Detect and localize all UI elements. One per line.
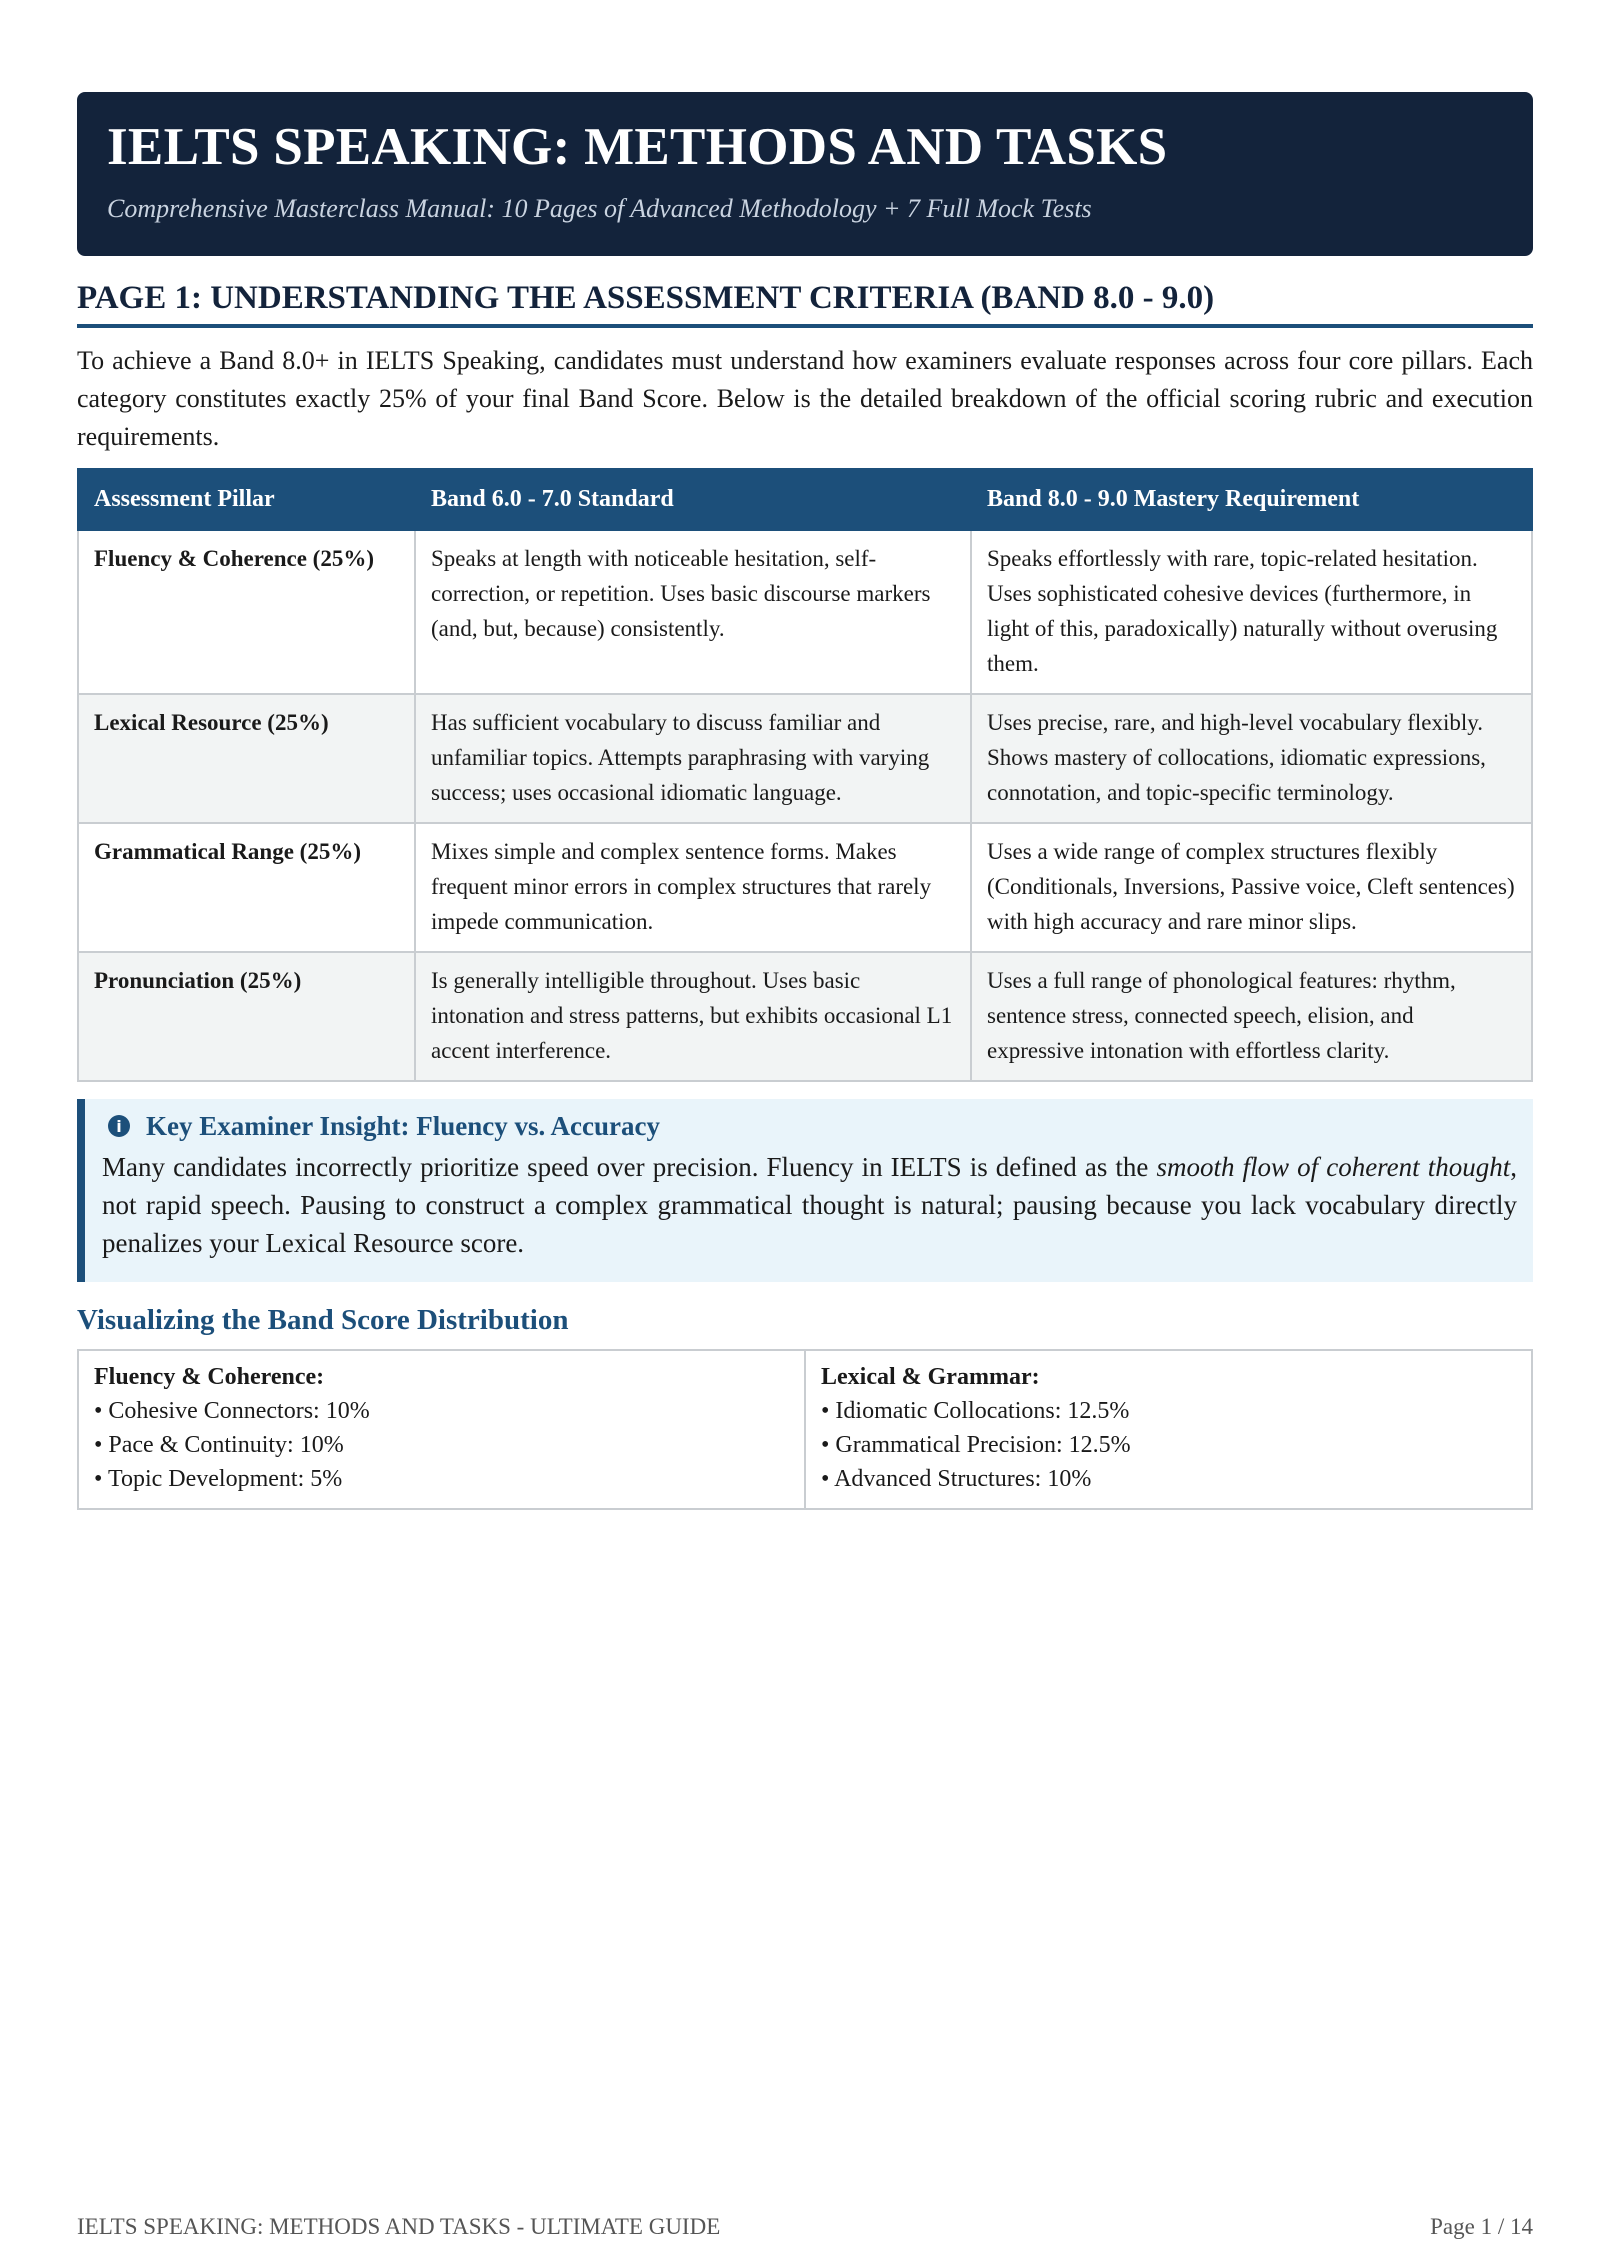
pillar-cell: Lexical Resource (25%) — [78, 694, 415, 823]
standard-cell: Has sufficient vocabulary to discuss familiar and unfamiliar topics. Attempts paraphrasing with varying success; uses occasional idiomatic language. — [415, 694, 971, 823]
footer-title: IELTS SPEAKING: METHODS AND TASKS - ULTIMATE GUIDE — [77, 2214, 721, 2239]
insight-text-start: Many candidates incorrectly prioritize speed over precision. Fluency in IELTS is defined as the — [102, 1151, 1157, 1182]
distribution-box — [77, 1349, 1533, 1510]
mastery-cell: Speaks effortlessly with rare, topic-related hesitation. Uses sophisticated cohesive devices (furthermore, in light of this, paradoxically) naturally without overusing them. — [971, 530, 1532, 694]
table-row — [78, 823, 1532, 952]
insight-title: Key Examiner Insight: Fluency vs. Accuracy — [146, 1110, 660, 1141]
list-item: • Cohesive Connectors: 10% — [94, 1397, 370, 1424]
document-subtitle: Comprehensive Masterclass Manual: 10 Pages of Advanced Methodology + 7 Full Mock Tests — [107, 193, 1092, 223]
column-header-standard: Band 6.0 - 7.0 Standard — [415, 469, 971, 530]
section-heading: PAGE 1: UNDERSTANDING THE ASSESSMENT CRITERIA (BAND 8.0 - 9.0) — [77, 280, 1533, 328]
mastery-cell: Uses a full range of phonological features: rhythm, sentence stress, connected speech, elision, and expressive intonation with effortless clarity. — [971, 952, 1532, 1081]
mastery-cell: Uses precise, rare, and high-level vocabulary flexibly. Shows mastery of collocations, idiomatic expressions, connotation, and topic-specific terminology. — [971, 694, 1532, 823]
rubric-table — [77, 468, 1533, 1082]
insight-body — [102, 1148, 1517, 1262]
distribution-heading: Visualizing the Band Score Distribution — [77, 1303, 569, 1336]
document-title: IELTS SPEAKING: METHODS AND TASKS — [107, 118, 1168, 176]
page-number: Page 1 / 14 — [1430, 2214, 1533, 2239]
insight-header — [102, 1111, 1517, 1142]
list-item: • Topic Development: 5% — [94, 1465, 343, 1492]
column-header-pillar: Assessment Pillar — [78, 469, 415, 530]
table-row — [78, 694, 1532, 823]
info-icon: i — [108, 1115, 130, 1137]
pillar-cell: Pronunciation (25%) — [78, 952, 415, 1081]
pillar-cell: Fluency & Coherence (25%) — [78, 530, 415, 694]
examiner-insight-callout — [77, 1099, 1533, 1282]
list-item: • Idiomatic Collocations: 12.5% — [821, 1397, 1130, 1424]
table-row — [78, 530, 1532, 694]
distribution-column-fluency — [79, 1351, 804, 1508]
column-header-mastery: Band 8.0 - 9.0 Mastery Requirement — [971, 469, 1532, 530]
standard-cell: Speaks at length with noticeable hesitation, self-correction, or repetition. Uses basic discourse markers (and, but, because) consistently. — [415, 530, 971, 694]
standard-cell: Is generally intelligible throughout. Uses basic intonation and stress patterns, but exhibits occasional L1 accent interference. — [415, 952, 971, 1081]
list-item: • Pace & Continuity: 10% — [94, 1431, 344, 1458]
insight-emphasis: smooth flow of coherent thought — [1156, 1151, 1511, 1182]
list-item: • Grammatical Precision: 12.5% — [821, 1431, 1131, 1458]
intro-paragraph: To achieve a Band 8.0+ in IELTS Speaking, candidates must understand how examiners evaluate responses across four core pillars. Each category constitutes exactly 25% of your final Band Score. Below is the detailed breakdown of the official scoring rubric and execution requirements. — [77, 345, 1533, 451]
document-page — [77, 92, 1533, 1510]
list-item: • Advanced Structures: 10% — [821, 1465, 1092, 1492]
distribution-column-title: Fluency & Coherence: — [94, 1363, 325, 1390]
insight-text-end: , not rapid speech. Pausing to construct a complex grammatical thought is natural; pausing because you lack vocabulary directly penalizes your Lexical Resource score. — [102, 1151, 1517, 1258]
distribution-column-title: Lexical & Grammar: — [821, 1363, 1040, 1390]
table-header-row — [78, 469, 1532, 530]
distribution-column-lexical — [804, 1351, 1531, 1508]
standard-cell: Mixes simple and complex sentence forms. Makes frequent minor errors in complex structures that rarely impede communication. — [415, 823, 971, 952]
table-row — [78, 952, 1532, 1081]
mastery-cell: Uses a wide range of complex structures flexibly (Conditionals, Inversions, Passive voice, Cleft sentences) with high accuracy and rare minor slips. — [971, 823, 1532, 952]
pillar-cell: Grammatical Range (25%) — [78, 823, 415, 952]
page-footer — [77, 2214, 1533, 2240]
header-banner — [77, 92, 1533, 256]
